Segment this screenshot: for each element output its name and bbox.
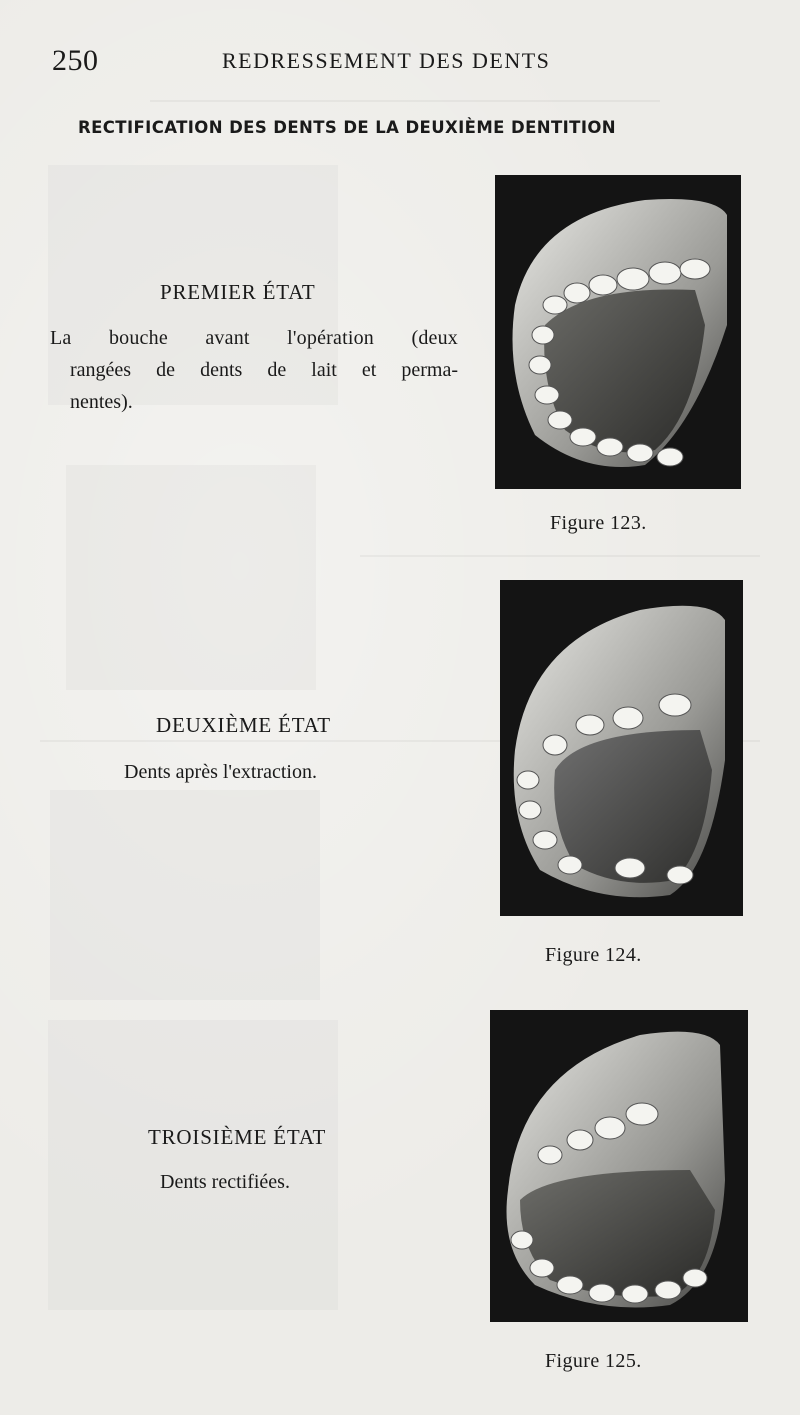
- dental-cast-illustration: [495, 175, 741, 489]
- state-heading-premier: PREMIER ÉTAT: [160, 280, 316, 304]
- dental-cast-illustration: [500, 580, 743, 916]
- state-heading-troisieme: TROISIÈME ÉTAT: [148, 1125, 327, 1149]
- description-line: rangées de dents de lait et perma-: [70, 359, 458, 381]
- figure-123-caption: Figure 123.: [550, 512, 647, 534]
- bleed-through-shadow: [66, 465, 316, 690]
- bleed-through-line: [360, 555, 760, 557]
- page-number: 250: [52, 44, 99, 77]
- running-head: REDRESSEMENT DES DENTS: [222, 48, 551, 73]
- state-description-premier: [50, 322, 458, 418]
- description-line: nentes).: [70, 391, 133, 413]
- bleed-through-line: [150, 100, 660, 102]
- figure-124-image: [500, 580, 743, 916]
- state-description-troisieme: [160, 1166, 420, 1198]
- state-heading-deuxieme: DEUXIÈME ÉTAT: [156, 713, 331, 737]
- description-line: Dents rectifiées.: [160, 1171, 290, 1193]
- dental-cast-illustration: [490, 1010, 748, 1322]
- figure-124-caption: Figure 124.: [545, 944, 642, 966]
- figure-125-image: [490, 1010, 748, 1322]
- bleed-through-shadow: [50, 790, 320, 1000]
- figure-123-image: [495, 175, 741, 489]
- state-description-deuxieme: [124, 756, 444, 788]
- figure-125-caption: Figure 125.: [545, 1350, 642, 1372]
- description-line: La bouche avant l'opération (deux: [50, 327, 458, 349]
- bleed-through-shadow: [48, 1020, 338, 1310]
- section-title: RECTIFICATION DES DENTS DE LA DEUXIÈME DENTITION: [78, 118, 616, 137]
- description-line: Dents après l'extraction.: [124, 761, 317, 783]
